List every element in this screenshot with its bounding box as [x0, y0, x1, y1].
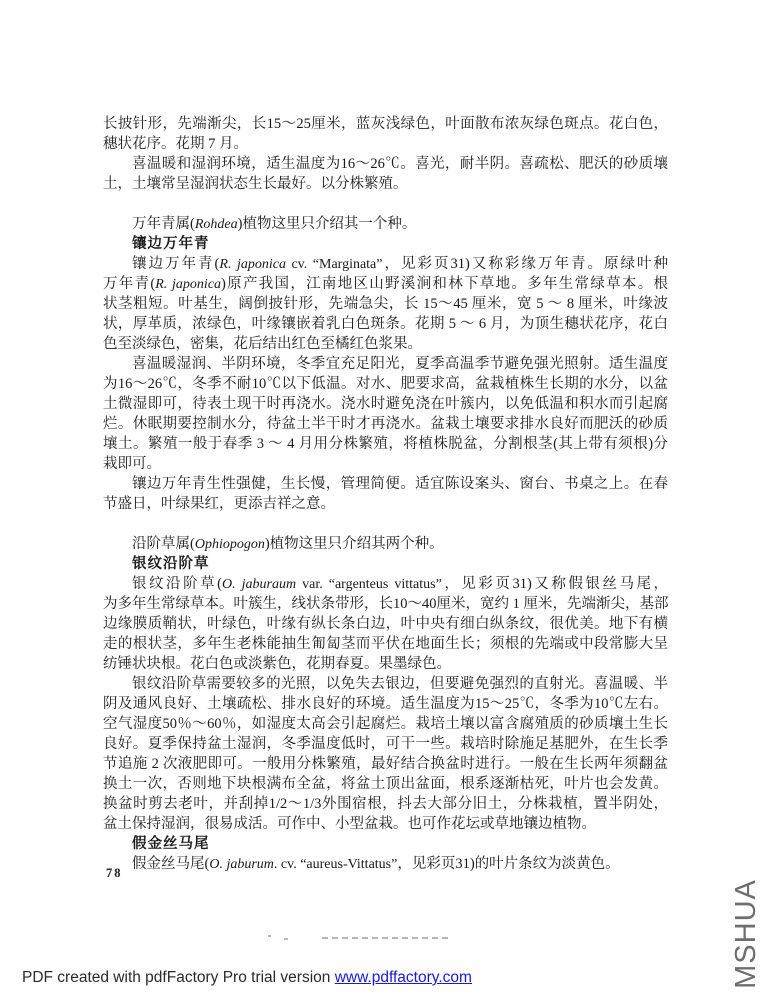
cn-text: 喜温暖湿润、半阴环境，冬季宜充足阳光，夏季高温季节避免强光照射。适生温度: [132, 356, 668, 372]
paragraph: [103, 474, 668, 514]
text-line: [103, 794, 668, 814]
cn-text: 节盛日，叶绿果红，更添吉祥之意。: [103, 496, 335, 512]
cn-text: 镶边万年青: [132, 236, 210, 252]
text-line: [103, 334, 668, 354]
text-line: [103, 634, 668, 654]
cn-text: 空气湿度50％～60％，如湿度太高会引起腐烂。栽培土壤以富含腐殖质的砂质壤土生长: [103, 716, 668, 732]
text-line: [103, 314, 668, 334]
pdffactory-link[interactable]: www.pdffactory.com: [334, 969, 472, 986]
text-line: [103, 214, 668, 234]
cn-text: 换盆时剪去老叶，并刮掉1/2～1/3外围宿根，抖去大部分旧土，分株栽植，置半阴处，: [103, 796, 668, 812]
cn-text: 节追施 2 次液肥即可。一般用分株繁殖，最好结合换盆时进行。一般在生长两年须翻盆: [103, 756, 668, 772]
latin-name: Ophiopogon: [194, 537, 265, 552]
cn-text: 良好。夏季保持盆土湿润，冬季温度低时，可干一些。栽培时除施足基肥外，在生长季: [103, 736, 668, 752]
cn-text: 色至淡绿色，密集，花后结出红色至橘红色浆果。: [103, 336, 422, 352]
paragraph: [103, 534, 668, 554]
text-line: [103, 154, 668, 174]
text-line: [103, 394, 668, 414]
text-line: [103, 374, 668, 394]
cn-text: 走的根状茎，多年生老株能抽生匍匐茎而平伏在地面生长；须根的先端或中段常膨大呈: [103, 636, 668, 652]
text-line: [103, 454, 668, 474]
text-line: [103, 434, 668, 454]
cn-text: 沿阶草属(: [132, 536, 195, 552]
cn-text: )原产我国，江南地区山野溪涧和林下草地。多年生常绿草本。根: [221, 276, 668, 292]
cn-text: ，见彩页31)又称假银丝马尾，: [441, 576, 669, 592]
text-line: [103, 834, 668, 854]
cn-text: 换土一次，否则地下块根满布全盆，将盆土顶出盆面，根系逐渐枯死，叶片也会发黄。: [103, 776, 668, 792]
cn-text: 土微湿即可，待表土现干时再浇水。浇水时避免浇在叶簇内，以免低温和积水而引起腐: [103, 396, 668, 412]
cn-text: )植物这里只介绍其一个种。: [237, 216, 417, 232]
cn-text: 栽即可。: [103, 456, 161, 472]
cn-text: 穗状花序。花期 7 月。: [103, 136, 248, 152]
latin-name: O. jaburaum: [221, 577, 297, 592]
cn-text: 状，厚革质，浓绿色，叶缘镶嵌着乳白色斑条。花期 5 ～ 6 月，为顶生穗状花序，花白: [103, 316, 668, 332]
cn-text: ，见彩页31)又称彩缘万年青。原绿叶种: [382, 256, 669, 272]
text-block: [103, 114, 668, 874]
text-line: [103, 694, 668, 714]
cn-text: 假金丝马尾: [132, 836, 210, 852]
cn-text: 纺锤状块根。花白色或淡紫色，花期春夏。果墨绿色。: [103, 656, 451, 672]
cn-text: 万年青属(: [132, 216, 195, 232]
watermark-mshua: MSHUA: [730, 879, 762, 989]
text-line: [103, 734, 668, 754]
section-heading: [103, 554, 668, 574]
cn-text: 壤土。繁殖一般于春季 3 ～ 4 月用分株繁殖，将植株脱盆，分割根茎(其上带有须根)分: [103, 436, 668, 452]
section-heading: [103, 234, 668, 254]
paragraph: [103, 674, 668, 834]
cn-text: 盆土保持湿润，很易成活。可作中、小型盆栽。也可作花坛或草地镶边植物。: [103, 816, 596, 832]
paragraph: [103, 854, 668, 874]
cn-text: 银纹沿阶草需要较多的光照，以免失去银边，但要避免强烈的直射光。喜温暖、半: [132, 676, 668, 692]
paragraph: [103, 254, 668, 354]
text-line: [103, 654, 668, 674]
text-line: [103, 674, 668, 694]
scan-artifact-speck: [284, 938, 288, 940]
latin-name: O. jaburum: [209, 857, 274, 872]
cn-text: 为16～26℃，冬季不耐10℃以下低温。对水、肥要求高，盆栽植株生长期的水分，以盆: [103, 376, 668, 392]
cn-text: 阴及通风良好、土壤疏松、排水良好的环境。适生温度为15～25℃，冬季为10℃左右。: [103, 696, 668, 712]
text-line: [103, 614, 668, 634]
cn-text: 喜温暖和湿润环境，适生温度为16～26℃。喜光，耐半阴。喜疏松、肥沃的砂质壤: [132, 156, 668, 172]
cn-text: 假金丝马尾(: [132, 856, 210, 872]
text-line: [103, 714, 668, 734]
cn-text: 银纹沿阶草(: [132, 576, 222, 592]
text-line: [103, 814, 668, 834]
cn-text: 边缘膜质鞘状，叶绿色，叶缘有纵长条白边，叶中央有细白纵条纹，很优美。地下有横: [103, 616, 668, 632]
scan-artifact-speck: [268, 935, 271, 937]
text-line: [103, 854, 668, 874]
text-line: [103, 174, 668, 194]
cn-text: 为多年生常绿草本。叶簇生，线状条带形，长10～40厘米，宽约 1 厘米，先端渐尖，基部: [103, 596, 669, 612]
cn-text: 长披针形，先端渐尖，长15～25厘米，蓝灰浅绿色，叶面散布浓灰绿色斑点。花白色，: [103, 116, 668, 132]
cn-text: 烂。休眠期要控制水分，待盆土半干时才再浇水。盆栽土壤要求排水良好而肥沃的砂质: [103, 416, 668, 432]
cn-text: 镶边万年青生性强健，生长慢，管理简便。适宜陈设案头、窗台、书桌之上。在春: [132, 476, 668, 492]
paragraph: [103, 114, 668, 154]
paragraph: [103, 574, 668, 674]
cn-text: 土，土壤常呈湿润状态生长最好。以分株繁殖。: [103, 176, 408, 192]
text-line: [103, 534, 668, 554]
text-line: [103, 114, 668, 134]
paragraph: [103, 214, 668, 234]
cn-text: 状茎粗短。叶基生，阔倒披针形，先端急尖，长 15～45 厘米，宽 5 ～ 8 厘米，叶缘波: [103, 296, 668, 312]
latin-name: R. japonica: [155, 277, 222, 292]
text-line: [103, 474, 668, 494]
cn-text: 万年青(: [103, 276, 156, 292]
cultivar-name: var. “argenteus vittatus”: [296, 577, 442, 592]
text-line: [103, 254, 668, 274]
text-line: [103, 274, 668, 294]
text-line: [103, 754, 668, 774]
pdf-footer-text: PDF created with pdfFactory Pro trial version: [22, 969, 335, 986]
text-line: [103, 354, 668, 374]
text-line: [103, 594, 668, 614]
latin-name: Rohdea: [194, 217, 238, 232]
section-heading: [103, 834, 668, 854]
cn-text: ，见彩页31)的叶片条纹为淡黄色。: [397, 856, 620, 872]
latin-name: R. japonica: [219, 257, 286, 272]
text-line: [103, 574, 668, 594]
cultivar-name: . cv. “aureus-Vittatus”: [273, 857, 398, 872]
paragraph: [103, 154, 668, 194]
cn-text: 银纹沿阶草: [132, 556, 210, 572]
page-number: 78: [106, 866, 123, 880]
text-line: [103, 494, 668, 514]
text-line: [103, 134, 668, 154]
scan-artifact-line: [322, 937, 448, 939]
text-line: [103, 294, 668, 314]
cn-text: )植物这里只介绍其两个种。: [264, 536, 444, 552]
cultivar-name: cv. “Marginata”: [285, 257, 383, 272]
text-line: [103, 774, 668, 794]
paragraph: [103, 354, 668, 474]
cn-text: 镶边万年青(: [132, 256, 220, 272]
pdf-footer: [22, 969, 472, 987]
text-line: [103, 234, 668, 254]
text-line: [103, 414, 668, 434]
text-line: [103, 554, 668, 574]
